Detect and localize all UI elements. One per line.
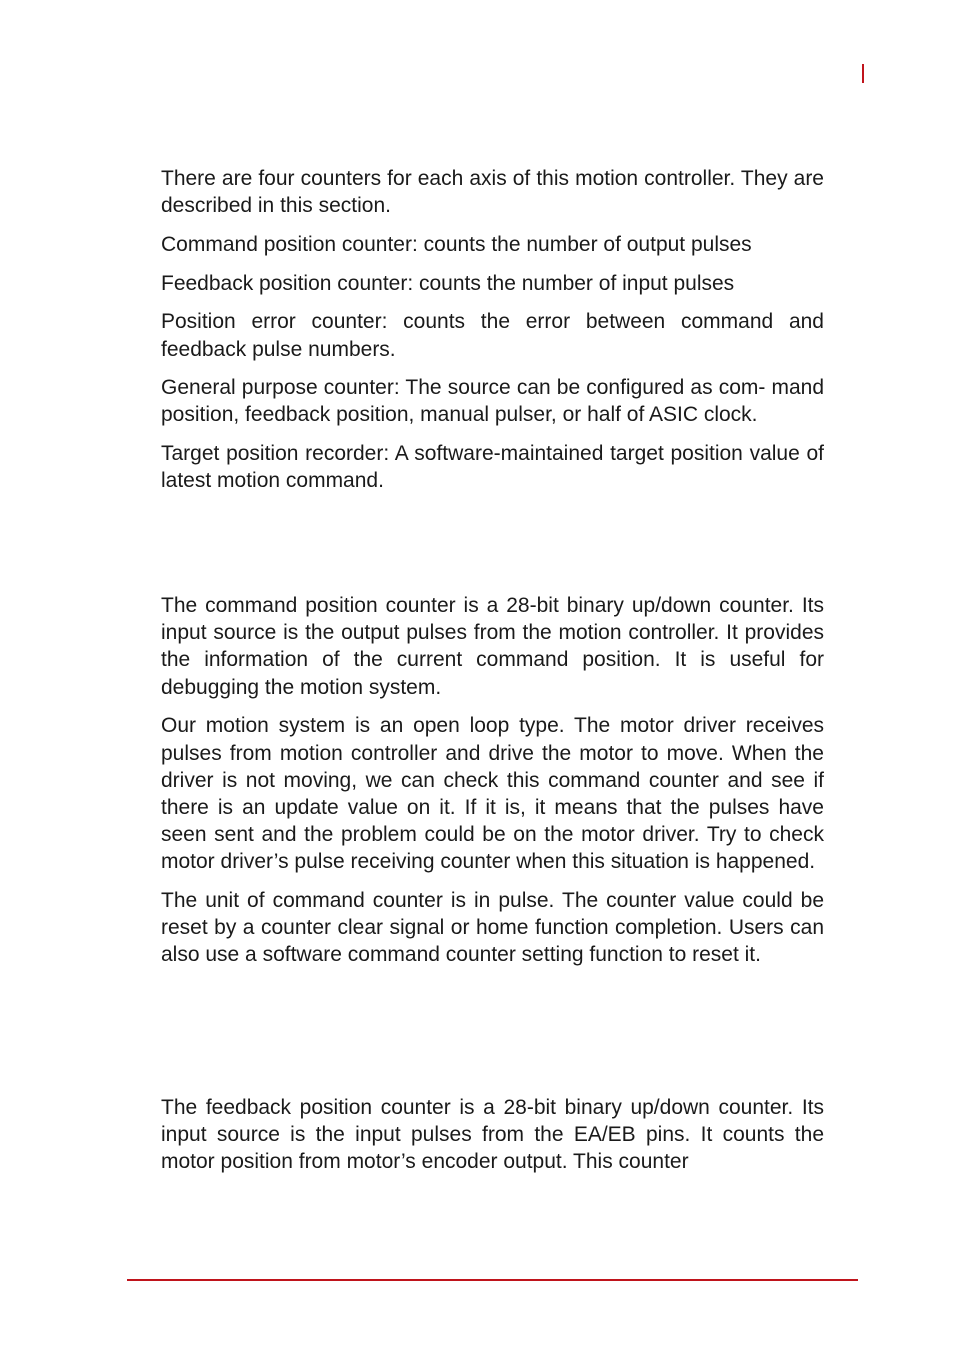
target-position-recorder-item: Target position recorder: A software-maintained target position value of latest motion command. — [161, 442, 824, 493]
feedback-counter-section — [161, 1094, 824, 1176]
command-counter-paragraph: Our motion system is an open loop type. The motor driver receives pulses from motion controller and drive the motor to move. When the driver is not moving, we can check this command counter and see if there is an update value on it. If it is, it means that the pulses have seen sent and the problem could be on the motor driver. Try to check motor driver’s pulse receiving counter when this situation is happened. — [161, 714, 824, 874]
command-counter-paragraph: The command position counter is a 28-bit binary up/down counter. Its input source is the output pulses from the motion controller. It provides the information of the current command position. It is useful for debugging the motion system. — [161, 594, 824, 699]
position-error-counter-item: Position error counter: counts the error between command and feedback pulse numbers. — [161, 310, 824, 361]
intro-paragraph: There are four counters for each axis of this motion controller. They are described in this section. — [161, 167, 824, 218]
header-accent-mark — [862, 64, 864, 83]
general-purpose-counter-item: General purpose counter: The source can be configured as com- mand position, feedback position, manual pulser, or half of ASIC clock. — [161, 376, 824, 427]
feedback-counter-item: Feedback position counter: counts the number of input pulses — [161, 271, 735, 295]
intro-section — [161, 165, 824, 495]
feedback-counter-paragraph: The feedback position counter is a 28-bit binary up/down counter. Its input source is the input pulses from the EA/EB pins. It counts the motor position from motor’s encoder output. This counter — [161, 1096, 824, 1174]
footer-rule — [127, 1279, 858, 1281]
command-counter-paragraph: The unit of command counter is in pulse. The counter value could be reset by a counter clear signal or home function completion. Users can also use a software command counter setting function to reset it. — [161, 889, 824, 967]
command-counter-item: Command position counter: counts the number of output pulses — [161, 232, 752, 256]
command-counter-section — [161, 592, 824, 969]
